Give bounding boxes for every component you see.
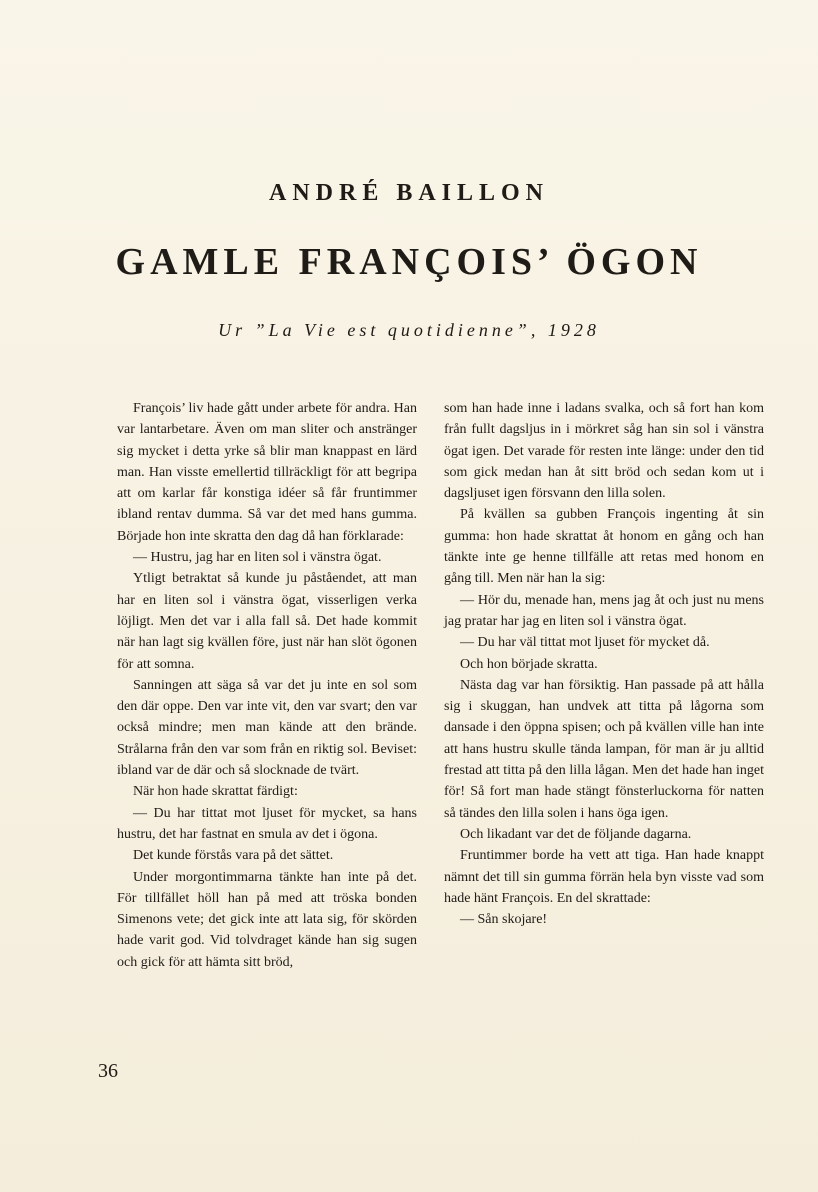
paragraph: — Du har tittat mot ljuset för mycket, sa hans hustru, det har fastnat en smula av det i ögona. xyxy=(117,805,417,842)
paragraph: Fruntimmer borde ha vett att tiga. Han hade knappt nämnt det till sin gumma förrän hela byn visste vad som hade hänt François. En del skrattade: xyxy=(444,848,764,906)
paragraph: François’ liv hade gått under arbete för andra. Han var lantarbetare. Även om man sliter och anstränger sig mycket i detta yrke så blir man knappast en lärd man. Han visste emellertid tillräckligt för att begripa att om karlar får konstiga idéer så får fruntimmer ibland rentav dumma. Så var det med hans gumma. Började hon inte skratta den dag då han förklarade: xyxy=(117,401,417,544)
paragraph: Och hon började skratta. xyxy=(460,656,598,672)
author-name: ANDRÉ BAILLON xyxy=(268,180,550,206)
page-title: GAMLE FRANÇOIS’ ÖGON xyxy=(115,241,703,283)
paragraph: Det kunde förstås vara på det sättet. xyxy=(133,848,334,864)
paragraph: På kvällen sa gubben François ingenting åt sin gumma: hon hade skrattat åt honom en gång och han tänkte inte ge henne tillfälle att retas med honom en gång till. Men när han la sig: xyxy=(444,507,764,587)
page-number: 36 xyxy=(98,1060,118,1082)
left-column xyxy=(117,398,417,973)
paragraph: — Du har väl tittat mot ljuset för mycket då. xyxy=(460,635,710,651)
paragraph: — Hör du, menade han, mens jag åt och just nu mens jag pratar har jag en liten sol i vänstra ögat. xyxy=(444,592,764,629)
subtitle: Ur ”La Vie est quotidienne”, 1928 xyxy=(218,320,600,340)
paragraph: Nästa dag var han försiktig. Han passade på att hålla sig i skuggan, han undvek att titta på lågorna som dansade i den öppna spisen; och på kvällen ville han inte att hans hustru skulle tända lampan, för man är ju alltid frestad att titta på den lilla lågan. Men det hade han inget för! Så fort man hade stängt fönsterluckorna för natten så tändes den lilla solen i hans öga igen. xyxy=(444,677,764,821)
paragraph: som han hade inne i ladans svalka, och så fort han kom från fullt dagsljus in i mörkret såg han sin sol i vänstra ögat igen. Det varade för resten inte länge: under den tid som gick medan han åt sitt bröd och sedan kom ut i dagsljuset igen försvann den lilla solen. xyxy=(444,401,764,502)
paragraph: Ytligt betraktat så kunde ju påståendet, att man har en liten sol i vänstra ögat, visserligen verka löjligt. Men det var i alla fall så. Det hade kommit när han lagt sig kvällen före, just när han slöt ögonen för att somna. xyxy=(117,571,417,672)
right-column xyxy=(444,398,764,930)
paragraph: Sanningen att säga så var det ju inte en sol som den där oppe. Den var inte vit, den var svart; den var också mindre; men man kände att den brände. Strålarna från den var som från en riktig sol. Beviset: ibland var de där och så slocknade de tvärt. xyxy=(117,677,417,779)
paragraph: — Sån skojare! xyxy=(460,912,548,928)
paragraph: — Hustru, jag har en liten sol i vänstra ögat. xyxy=(133,550,382,566)
paragraph: Och likadant var det de följande dagarna. xyxy=(460,826,692,842)
paragraph: Under morgontimmarna tänkte han inte på det. För tillfället höll han på med att tröska bonden Simenons vete; det gick inte att lata sig, för skörden hade varit god. Vid tolvdraget kände han sig sugen och gick för att hämta sitt bröd, xyxy=(117,869,417,970)
paragraph: När hon hade skrattat färdigt: xyxy=(133,784,298,800)
